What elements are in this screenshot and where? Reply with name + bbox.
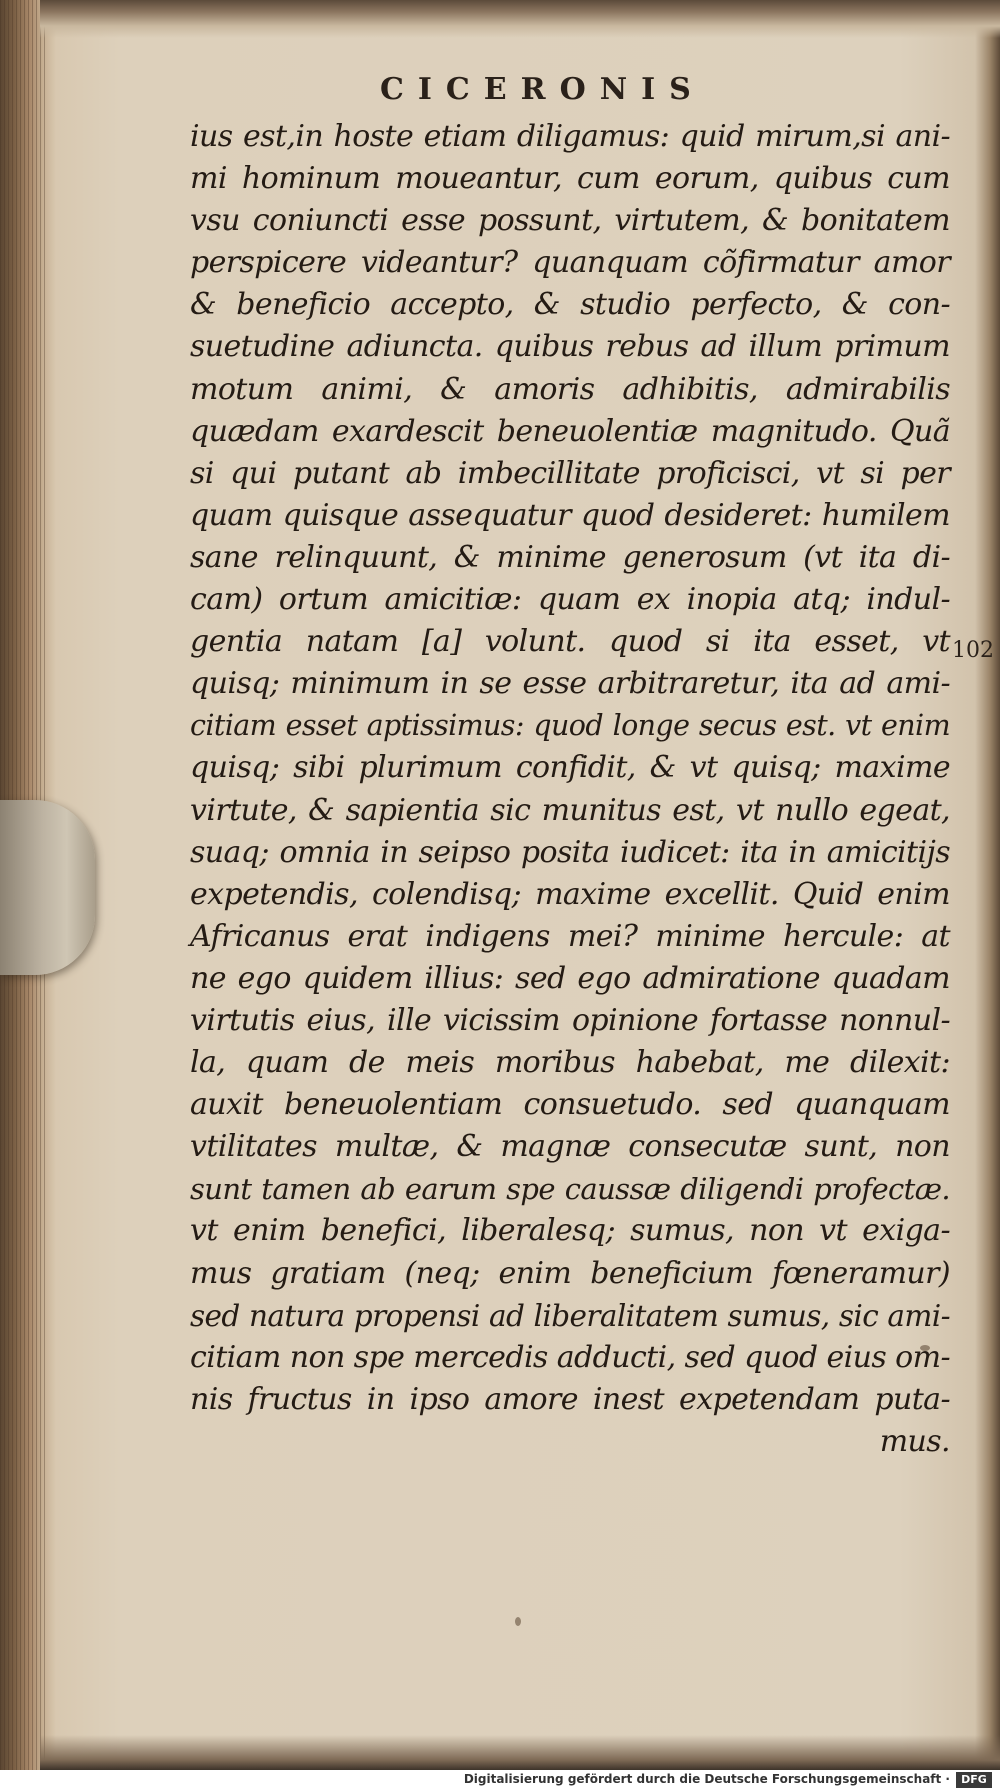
text-line: quisq; minimum in se esse arbitraretur, ita ad ami- [190,666,950,702]
text-line: virtute, & sapientia sic munitus est, vt nullo egeat, [190,792,950,828]
text-line: vt enim benefici, liberalesq; sumus, non vt exiga- [190,1213,950,1249]
text-line: expetendis, colendisq; maxime excellit. Quid enim [190,876,950,912]
text-line: la, quam de meis moribus habebat, me dilexit: [190,1045,950,1081]
text-line: cam) ortum amicitiæ: quam ex inopia atq; indul- [190,582,950,618]
text-line: si qui putant ab imbecillitate proficisci, vt si per [190,455,950,491]
text-line: ius est,in hoste etiam diligamus: quid mirum,si ani- [190,119,950,154]
top-page-shadow [40,0,1000,38]
footer-credit: Digitalisierung gefördert durch die Deutsche Forschungsgemeinschaft · [463,1772,950,1786]
digitization-footer [0,1770,1000,1792]
text-line: quam quisque assequatur quod desideret: humilem [190,497,950,533]
bottom-page-shadow [40,1735,1000,1770]
text-line: suaq; omnia in seipso posita iudicet: ita in amicitijs [190,834,950,870]
text-line: motum animi, & amoris adhibitis, admirabilis [190,371,950,407]
text-line: citiam non spe mercedis adducti, sed quod eius om- [190,1339,950,1375]
text-line: mus gratiam (neq; enim beneficium fœneramur) [190,1255,950,1291]
text-line: virtutis eius, ille vicissim opinione fortasse nonnul- [190,1002,950,1038]
text-line: auxit beneuolentiam consuetudo. sed quanquam [190,1087,950,1123]
text-line: & beneficio accepto, & studio perfecto, & con- [190,287,950,323]
dfg-logo: DFG [956,1772,992,1788]
text-line: sane relinquunt, & minime generosum (vt ita di- [190,539,950,575]
text-line: citiam esset aptissimus: quod longe secus est. vt enim [190,709,950,743]
text-line: suetudine adiuncta. quibus rebus ad illum primum [190,329,950,365]
text-line: vtilitates multæ, & magnæ consecutæ sunt, non [190,1129,950,1165]
text-line: quædam exardescit beneuolentiæ magnitudo. Quã [190,413,950,449]
text-line: mus. [879,1423,950,1459]
text-line: sunt tamen ab earum spe caussæ diligendi profectæ. [190,1172,950,1207]
text-line: vsu coniuncti esse possunt, virtutem, & bonitatem [190,203,950,239]
text-line: sed natura propensi ad liberalitatem sumus, sic ami- [190,1298,950,1333]
margin-page-number: 102 [952,638,994,663]
body-text [190,116,950,1463]
text-line: Africanus erat indigens mei? minime hercule: at [190,918,950,954]
text-line: perspicere videantur? quanquam cõfirmatur amor [190,245,950,281]
text-line: mi hominum moueantur, cum eorum, quibus cum [190,161,950,197]
text-line: quisq; sibi plurimum confidit, & vt quisq; maxime [190,750,950,786]
ink-smudge [515,1617,521,1626]
text-line: gentia natam [a] volunt. quod si ita esset, vt [190,624,950,660]
book-clasp [0,800,95,975]
text-line: nis fructus in ipso amore inest expetendam puta- [190,1381,950,1417]
running-head: CICERONIS [380,72,705,107]
text-line: ne ego quidem illius: sed ego admiratione quadam [190,960,950,996]
